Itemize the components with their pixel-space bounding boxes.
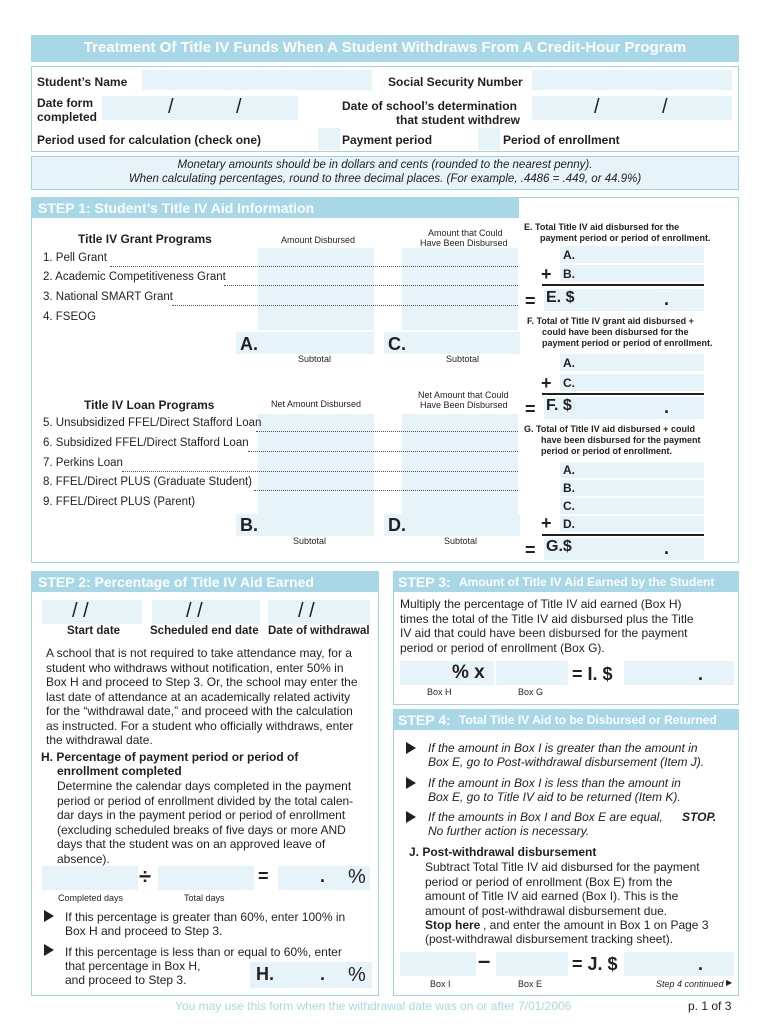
step4-bullet-2-line-1: If the amount in Box I is less than the amount in bbox=[428, 776, 681, 790]
step3-header bbox=[393, 571, 739, 592]
e-equals: = bbox=[525, 291, 536, 311]
loan-row-7-leader bbox=[122, 471, 518, 472]
loan-row-6-leader bbox=[248, 451, 518, 452]
step4-minus: – bbox=[478, 948, 491, 973]
step3-para-line: IV aid that could have been disbursed for the payment bbox=[400, 626, 688, 640]
box-h-percent: % bbox=[348, 964, 366, 986]
step4-bullet-1-line-2: Box E, go to Post-withdrawal disbursement (Item J). bbox=[428, 755, 705, 769]
box-i-decimal: . bbox=[698, 664, 704, 684]
stop-here: Stop here bbox=[425, 918, 481, 932]
step3-title-a: STEP 3: bbox=[398, 574, 451, 590]
net-could-header-1: Net Amount that Could bbox=[418, 390, 509, 400]
f-result-label: F. $ bbox=[546, 397, 572, 414]
g-plus: + bbox=[541, 513, 552, 533]
grant-row-2-leader bbox=[224, 285, 518, 286]
subtotal-d-caption: Subtotal bbox=[444, 536, 478, 546]
h-para-line: period or period of enrollment divided by the total calen- bbox=[57, 793, 354, 808]
h-para-line: days that the student was on an approved leave of bbox=[57, 837, 326, 851]
g-box-c[interactable] bbox=[560, 498, 704, 514]
f-label-1: F. Total of Title IV grant aid disbursed + bbox=[527, 316, 694, 326]
scheduled-end-label: Scheduled end date bbox=[150, 625, 259, 637]
step2-para-line: Box H and proceed to Step 3. Or, the school may enter the bbox=[46, 675, 358, 689]
e-label-1: E. Total Title IV aid disbursed for the bbox=[524, 222, 680, 232]
step4-bullet-3-line-2: No further action is necessary. bbox=[428, 824, 590, 838]
student-name-field[interactable] bbox=[142, 70, 372, 90]
enrollment-checkbox[interactable] bbox=[478, 128, 500, 150]
h-para-line: absence). bbox=[57, 851, 110, 866]
box-g-caption: Box G bbox=[518, 687, 544, 697]
loan-row-5-leader bbox=[256, 431, 518, 432]
j-para2-b: (post-withdrawal disbursement tracking sheet). bbox=[425, 932, 674, 946]
step4-equals-j: = J. $ bbox=[572, 954, 618, 974]
step2-para-line: last date of attendance at an academically related activity bbox=[46, 689, 351, 704]
g-label-1: G. Total of Title IV aid disbursed + could bbox=[524, 424, 695, 434]
could-disbursed-header-2: Have Been Disbursed bbox=[420, 238, 508, 248]
g-c-label: C. bbox=[563, 499, 575, 513]
loan-row-9: 9. FFEL/Direct PLUS (Parent) bbox=[43, 496, 196, 508]
g-d-label: D. bbox=[563, 517, 575, 531]
total-days-field[interactable] bbox=[158, 866, 254, 890]
date-form-field[interactable] bbox=[102, 96, 298, 120]
notice-line-2: When calculating percentages, round to three decimal places. (For example, .4486 = .449, or 44.9%) bbox=[128, 173, 642, 185]
f-decimal: . bbox=[664, 397, 670, 417]
loan-could-column[interactable] bbox=[402, 414, 518, 514]
withdrawal-date-slashes: / / bbox=[298, 600, 315, 622]
j-para2-a: , and enter the amount in Box 1 on Page 3 bbox=[483, 918, 709, 932]
step2-para-line: as instructed. For a student who officially withdraws, enter bbox=[46, 718, 354, 733]
e-decimal: . bbox=[664, 289, 670, 309]
j-para-line: amount of post-withdrawal disbursement due. bbox=[425, 903, 668, 918]
total-days-caption: Total days bbox=[184, 893, 225, 903]
j-para-line: period or period of enrollment (Box E) from the bbox=[425, 874, 673, 889]
step3-percent-x: % x bbox=[452, 662, 485, 683]
ssn-label: Social Security Number bbox=[388, 75, 523, 89]
step1-header bbox=[31, 197, 519, 218]
e-b-label: B. bbox=[563, 267, 575, 281]
f-label-3: payment period or period of enrollment. bbox=[542, 338, 713, 348]
step4-bullet-1-line-1: If the amount in Box I is greater than the amount in bbox=[428, 741, 698, 755]
h-calc-decimal: . bbox=[320, 866, 326, 886]
e-box-a[interactable] bbox=[560, 246, 704, 263]
box-i-field[interactable] bbox=[624, 661, 734, 685]
box-i-caption: Box I bbox=[430, 979, 451, 989]
h-para-line: (excluding scheduled breaks of five days or more AND bbox=[57, 822, 346, 837]
step4-header bbox=[393, 709, 739, 730]
step4-bullet-3-line-1: If the amounts in Box I and Box E are equal, bbox=[428, 810, 663, 824]
g-label-3: period or period of enrollment. bbox=[541, 446, 673, 456]
g-box-a[interactable] bbox=[560, 462, 704, 478]
net-disbursed-header: Net Amount Disbursed bbox=[271, 399, 362, 409]
g-label-2: have been disbursed for the payment bbox=[541, 435, 701, 445]
subtotal-d-label: D. bbox=[388, 515, 406, 535]
box-h-decimal: . bbox=[320, 964, 326, 984]
withdrawal-date-field[interactable] bbox=[268, 600, 370, 624]
loan-row-8: 8. FFEL/Direct PLUS (Graduate Student) bbox=[43, 476, 253, 488]
e-label-2: payment period or period of enrollment. bbox=[540, 233, 711, 243]
payment-period-checkbox[interactable] bbox=[318, 128, 340, 150]
e-a-label: A. bbox=[563, 248, 575, 262]
g-a-label: A. bbox=[563, 463, 575, 477]
step3-instructions bbox=[400, 597, 694, 655]
subtotal-a-caption: Subtotal bbox=[298, 354, 332, 364]
greater-60-line-2: Box H and proceed to Step 3. bbox=[65, 924, 223, 938]
f-equals: = bbox=[525, 399, 536, 419]
subtotal-b-caption: Subtotal bbox=[293, 536, 327, 546]
step3-para-line: Multiply the percentage of Title IV aid earned (Box H) bbox=[400, 597, 682, 611]
step3-title-b: Amount of Title IV Aid Earned by the Student bbox=[459, 575, 715, 589]
step3-para-line: times the total of the Title IV aid disbursed plus the Title bbox=[400, 611, 694, 626]
net-could-header-2: Have Been Disbursed bbox=[420, 400, 508, 410]
continued-arrow-icon: ▶ bbox=[726, 978, 733, 987]
student-name-label: Student’s Name bbox=[37, 75, 128, 89]
grant-row-3: 3. National SMART Grant bbox=[43, 291, 173, 303]
j-para-line: amount of Title IV aid earned (Box I). This is the bbox=[425, 889, 679, 903]
h-calc-percent: % bbox=[348, 866, 366, 888]
could-disbursed-header-1: Amount that Could bbox=[428, 228, 503, 238]
f-sum-line bbox=[542, 393, 704, 395]
grant-row-2: 2. Academic Competitiveness Grant bbox=[43, 271, 226, 283]
determination-field[interactable] bbox=[532, 96, 732, 120]
date-form-slash-2: / bbox=[236, 96, 242, 118]
date-form-slash-1: / bbox=[168, 96, 174, 118]
period-used-label: Period used for calculation (check one) bbox=[37, 133, 262, 147]
determination-label-2: that student withdrew bbox=[396, 113, 520, 127]
grant-row-1: 1. Pell Grant bbox=[43, 252, 107, 264]
j-heading: J. Post-withdrawal disbursement bbox=[409, 845, 597, 859]
f-plus: + bbox=[541, 373, 552, 393]
date-form-label-2: completed bbox=[37, 110, 98, 124]
loan-heading: Title IV Loan Programs bbox=[84, 398, 215, 412]
step2-para-line: student who withdraws without notification, enter 50% in bbox=[46, 660, 344, 675]
loan-row-5: 5. Unsubsidized FFEL/Direct Stafford Loan bbox=[43, 417, 262, 429]
g-b-label: B. bbox=[563, 481, 575, 495]
step2-para-line: for the “withdrawal date,” and proceed with the calculation bbox=[46, 704, 353, 718]
step4-title-b: Total Title IV Aid to be Disbursed or Returned bbox=[459, 713, 717, 727]
step4-continued: Step 4 continued bbox=[656, 979, 724, 989]
bullet-arrow-icon bbox=[406, 777, 416, 789]
f-label-2: could have been disbursed for the bbox=[542, 327, 689, 337]
determination-slash-1: / bbox=[594, 96, 600, 118]
title-bar bbox=[31, 35, 739, 62]
loan-row-7: 7. Perkins Loan bbox=[43, 457, 123, 469]
box-j-decimal: . bbox=[698, 954, 704, 974]
bullet-arrow-icon bbox=[44, 910, 54, 922]
h-para-line: dar days in the payment period or period of enrollment bbox=[57, 808, 346, 822]
less-60-line-3: and proceed to Step 3. bbox=[65, 973, 187, 987]
h-equals-sign: = bbox=[258, 866, 269, 886]
amount-disbursed-header: Amount Disbursed bbox=[281, 235, 356, 245]
bullet-arrow-icon bbox=[44, 944, 54, 956]
h-instructions bbox=[57, 779, 353, 866]
step4-stop: STOP. bbox=[682, 810, 717, 824]
date-form-label-1: Date form bbox=[37, 96, 94, 110]
enrollment-label: Period of enrollment bbox=[503, 133, 620, 147]
ssn-field[interactable] bbox=[532, 70, 732, 90]
g-sum-line bbox=[542, 534, 704, 536]
bullet-arrow-icon bbox=[406, 742, 416, 754]
grant-row-4: 4. FSEOG bbox=[43, 311, 97, 323]
less-60-line-1: If this percentage is less than or equal to 60%, enter bbox=[65, 945, 342, 959]
loan-row-6: 6. Subsidized FFEL/Direct Stafford Loan bbox=[43, 437, 249, 449]
greater-60-line-1: If this percentage is greater than 60%, enter 100% in bbox=[65, 910, 346, 924]
start-date-slashes: / / bbox=[72, 600, 89, 622]
page-number: p. 1 of 3 bbox=[688, 999, 732, 1013]
e-sum-line bbox=[542, 284, 704, 286]
scheduled-end-field[interactable] bbox=[152, 600, 260, 624]
loan-row-8-leader bbox=[254, 490, 518, 491]
f-box-c[interactable] bbox=[560, 374, 704, 391]
grant-amount-column[interactable] bbox=[258, 248, 374, 330]
g-box-b[interactable] bbox=[560, 480, 704, 496]
g-result-label: G.$ bbox=[546, 538, 572, 555]
step4-box-e-field[interactable] bbox=[496, 952, 568, 976]
e-box-b[interactable] bbox=[560, 265, 704, 282]
g-box-d[interactable] bbox=[560, 516, 704, 532]
step2-header bbox=[31, 571, 379, 592]
determination-label-1: Date of school’s determination bbox=[342, 99, 517, 113]
step2-para-line: the withdrawal date. bbox=[46, 733, 153, 747]
step4-box-i-field[interactable] bbox=[400, 952, 476, 976]
step3-para-line: period or period of enrollment (Box G). bbox=[400, 640, 605, 655]
f-c-label: C. bbox=[563, 376, 575, 390]
loan-amount-column[interactable] bbox=[258, 414, 374, 514]
start-date-label: Start date bbox=[67, 625, 121, 637]
less-60-line-2: that percentage in Box H, bbox=[65, 959, 201, 973]
j-para-line: Subtract Total Title IV aid disbursed for the payment bbox=[425, 860, 700, 874]
subtotal-c-label: C. bbox=[388, 334, 406, 354]
j-instructions bbox=[425, 860, 700, 918]
bullet-arrow-icon bbox=[406, 811, 416, 823]
payment-period-label: Payment period bbox=[342, 133, 433, 147]
completed-days-caption: Completed days bbox=[58, 893, 124, 903]
e-result-label: E. $ bbox=[546, 289, 575, 306]
e-plus: + bbox=[541, 264, 552, 284]
box-j-field[interactable] bbox=[624, 952, 734, 976]
g-decimal: . bbox=[664, 538, 670, 558]
grant-could-column[interactable] bbox=[402, 248, 518, 330]
h-heading-1: H. Percentage of payment period or period of bbox=[41, 750, 299, 764]
step4-bullet-2-line-2: Box E, go to Title IV aid to be returned (Item K). bbox=[428, 790, 681, 804]
step3-equals-i: = I. $ bbox=[572, 664, 613, 684]
step2-instructions bbox=[46, 646, 358, 748]
notice-line-1: Monetary amounts should be in dollars and cents (rounded to the nearest penny). bbox=[177, 159, 593, 171]
step4-title-a: STEP 4: bbox=[398, 712, 451, 728]
subtotal-c-caption: Subtotal bbox=[446, 354, 480, 364]
withdrawal-date-label: Date of withdrawal bbox=[268, 625, 370, 637]
h-para-line: Determine the calendar days completed in the payment bbox=[57, 779, 352, 793]
scheduled-end-slashes: / / bbox=[186, 600, 203, 622]
completed-days-field[interactable] bbox=[42, 866, 138, 890]
page-title: Treatment Of Title IV Funds When A Student Withdraws From A Credit-Hour Program bbox=[83, 39, 687, 56]
footer-note: You may use this form when the withdrawal date was on or after 7/01/2006 bbox=[175, 999, 572, 1013]
subtotal-b-label: B. bbox=[240, 515, 258, 535]
f-box-a[interactable] bbox=[560, 354, 704, 371]
h-heading-2: enrollment completed bbox=[57, 764, 182, 778]
step3-box-g-field[interactable] bbox=[496, 661, 568, 685]
start-date-field[interactable] bbox=[42, 600, 142, 624]
divide-sign: ÷ bbox=[139, 864, 152, 889]
grant-row-1-leader bbox=[110, 266, 518, 267]
box-h-caption: Box H bbox=[427, 687, 452, 697]
g-equals: = bbox=[525, 540, 536, 560]
grant-row-3-leader bbox=[172, 305, 518, 306]
determination-slash-2: / bbox=[662, 96, 668, 118]
box-h-label: H. bbox=[256, 964, 274, 984]
box-e-caption: Box E bbox=[518, 979, 543, 989]
step2-para-line: A school that is not required to take attendance may, for a bbox=[46, 646, 352, 660]
subtotal-a-label: A. bbox=[240, 334, 258, 354]
f-a-label: A. bbox=[563, 356, 575, 370]
step2-title: STEP 2: Percentage of Title IV Aid Earned bbox=[38, 574, 314, 590]
step1-title: STEP 1: Student’s Title IV Aid Information bbox=[38, 200, 315, 216]
grant-heading: Title IV Grant Programs bbox=[78, 232, 212, 246]
